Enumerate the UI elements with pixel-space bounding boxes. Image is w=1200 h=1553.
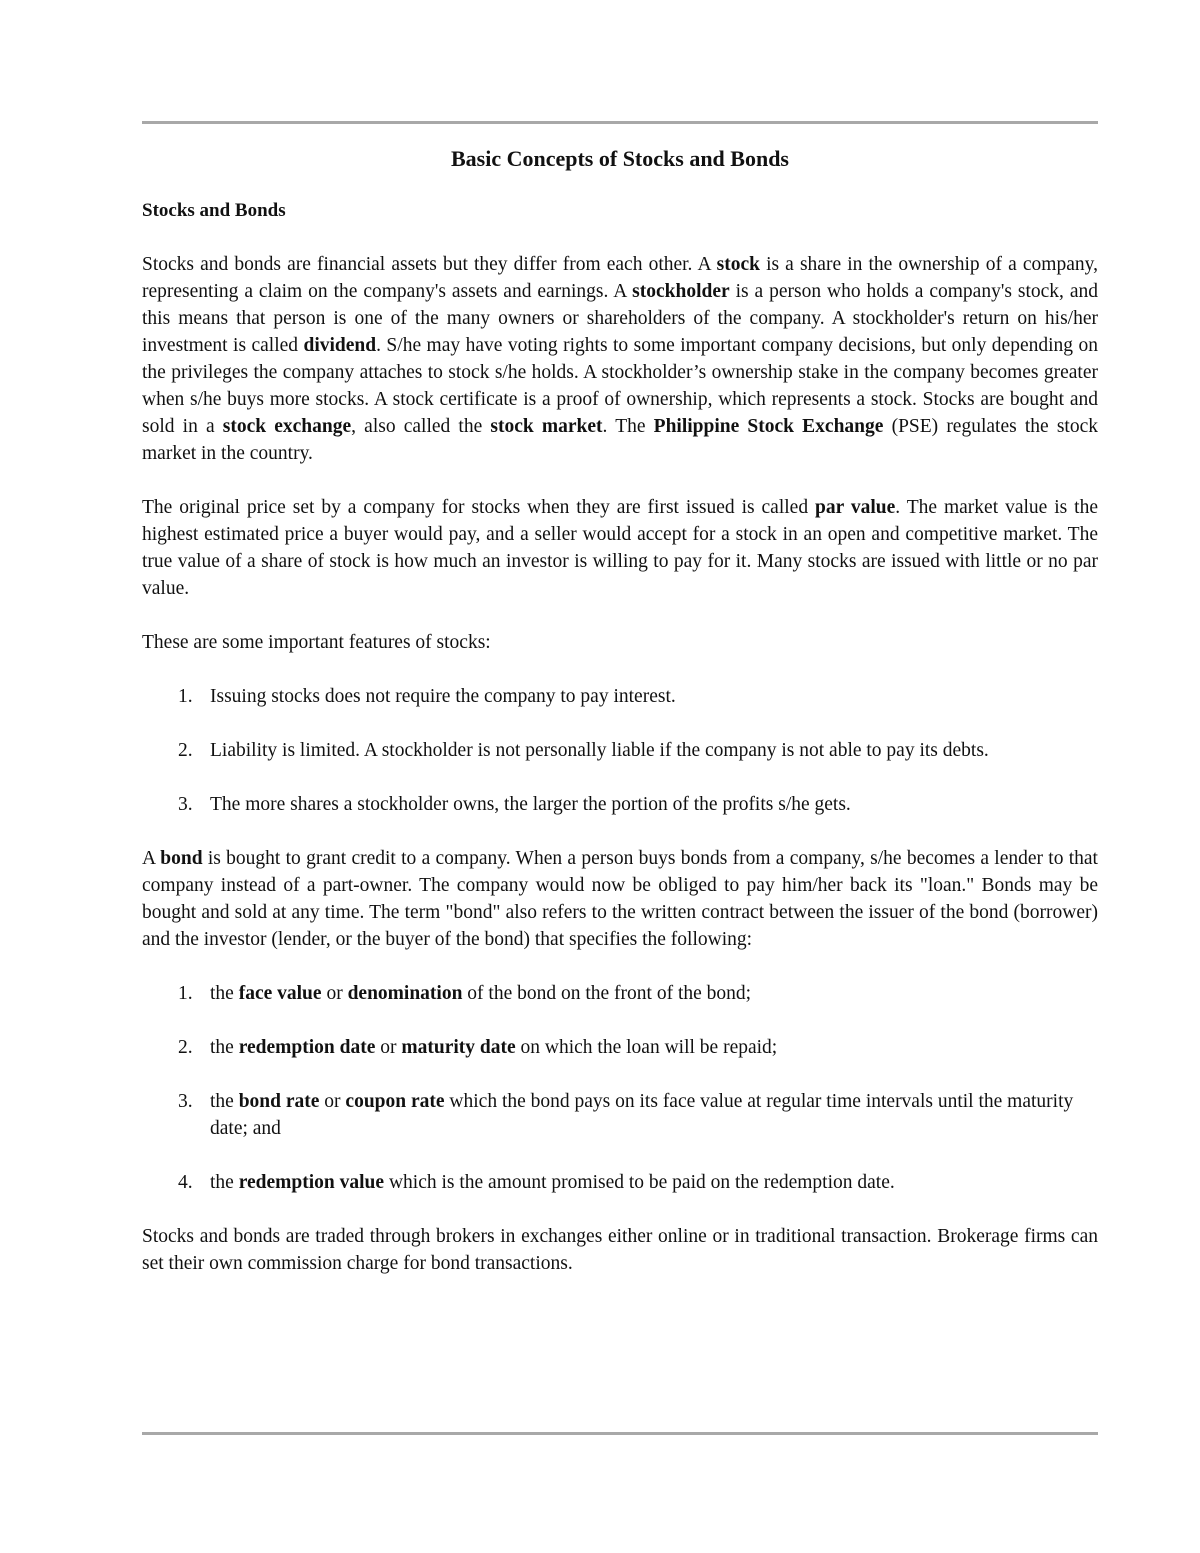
bold-term: maturity date <box>401 1037 516 1058</box>
list-item-number: 3. <box>178 1091 193 1112</box>
document-title: Basic Concepts of Stocks and Bonds <box>450 146 789 171</box>
bold-term: dividend <box>303 335 377 356</box>
list-item-number: 1. <box>178 686 193 707</box>
bold-term: stockholder <box>632 281 730 302</box>
bold-term: redemption value <box>238 1172 385 1193</box>
list-item: 2. Liability is limited. A stockholder is not personally liable if the company is not able to pay its debts. <box>142 737 1098 764</box>
bold-term: coupon rate <box>345 1091 445 1112</box>
list-item-number: 4. <box>178 1172 193 1193</box>
list-item-number: 3. <box>178 794 193 815</box>
bold-term: stock market <box>490 416 603 437</box>
paragraph-trading: Stocks and bonds are traded through brokers in exchanges either online or in traditional transaction. Brokerage firms can set their own commission charge for bond transactions. <box>142 1226 1098 1274</box>
document-body <box>142 140 1098 1277</box>
top-rule <box>142 121 1098 124</box>
bold-term: face value <box>238 983 322 1004</box>
list-item-number: 2. <box>178 740 193 761</box>
list-item: 1. Issuing stocks does not require the company to pay interest. <box>142 683 1098 710</box>
bottom-rule <box>142 1432 1098 1435</box>
list-item: 1. the face value or denomination of the bond on the front of the bond; <box>142 980 1098 1007</box>
list-item: 3. the bond rate or coupon rate which the bond pays on its face value at regular time intervals until the maturity date; and <box>142 1088 1098 1142</box>
section-heading: Stocks and Bonds <box>142 200 286 221</box>
list-item: 2. the redemption date or maturity date on which the loan will be repaid; <box>142 1034 1098 1061</box>
paragraph-features-intro: These are some important features of stocks: <box>142 632 491 653</box>
bond-terms-list <box>142 980 1098 1196</box>
bold-term: stock exchange <box>222 416 352 437</box>
bold-term: Philippine Stock Exchange <box>653 416 884 437</box>
bold-term: bond rate <box>238 1091 320 1112</box>
bold-term: par value <box>815 497 896 518</box>
paragraph-stocks: Stocks and bonds are financial assets but they differ from each other. A stock is a share in the ownership of a company, representing a claim on the company's assets and earnings. A stockholder is a person who holds a company's stock, and this means that person is one of the many owners or shareholders of the company. A stockholder's return on his/her investment is called dividend. S/he may have voting rights to some important company decisions, but only depending on the privileges the company attaches to stock s/he holds. A stockholder’s ownership stake in the company becomes greater when s/he buys more stocks. A stock certificate is a proof of ownership, which represents a stock. Stocks are bought and sold in a stock exchange, also called the stock market. The Philippine Stock Exchange (PSE) regulates the stock market in the country. <box>142 254 1098 464</box>
list-item-number: 1. <box>178 983 193 1004</box>
paragraph-bond: A bond is bought to grant credit to a company. When a person buys bonds from a company, s/he becomes a lender to that company instead of a part-owner. The company would now be obliged to pay him/her back its "loan." Bonds may be bought and sold at any time. The term "bond" also refers to the written contract between the issuer of the bond (borrower) and the investor (lender, or the buyer of the bond) that specifies the following: <box>142 848 1098 950</box>
paragraph-par-value: The original price set by a company for stocks when they are first issued is called par value. The market value is the highest estimated price a buyer would pay, and a seller would accept for a stock in an open and competitive market. The true value of a share of stock is how much an investor is willing to pay for it. Many stocks are issued with little or no par value. <box>142 497 1098 599</box>
list-item-number: 2. <box>178 1037 193 1058</box>
bold-term: denomination <box>347 983 463 1004</box>
stock-features-list <box>142 683 1098 818</box>
bold-term: bond <box>160 848 203 869</box>
list-item: 3. The more shares a stockholder owns, the larger the portion of the profits s/he gets. <box>142 791 1098 818</box>
bold-term: stock <box>716 254 760 275</box>
bold-term: redemption date <box>238 1037 376 1058</box>
list-item: 4. the redemption value which is the amount promised to be paid on the redemption date. <box>142 1169 1098 1196</box>
